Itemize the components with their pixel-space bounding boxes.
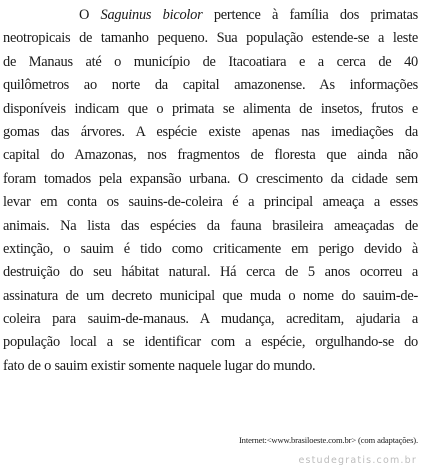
paragraph-line: extinção, o sauim é tido como criticamente em perigo devido à <box>3 240 418 257</box>
paragraph-line: neotropicais de tamanho pequeno. Sua população estende-se a leste <box>3 30 418 47</box>
paragraph-line: foram tomados pela expansão urbana. O crescimento da cidade sem <box>3 170 418 187</box>
site-watermark: estudegratis.com.br <box>298 455 417 466</box>
paragraph-line: destruição do seu hábitat natural. Há cerca de 5 anos ocorreu a <box>3 264 418 281</box>
paragraph-line: fato de o sauim existir somente naquele lugar do mundo. <box>3 357 316 374</box>
paragraph-line: levar em conta os sauins-de-coleira é a principal ameaça a esses <box>3 194 418 211</box>
paragraph-line: população local a se identificar com a espécie, orgulhando-se do <box>3 334 418 351</box>
source-citation: Internet:<www.brasiloeste.com.br> (com adaptações). <box>238 435 418 445</box>
paragraph-line: disponíveis indicam que o primata se alimenta de insetos, frutos e <box>3 100 418 117</box>
line-text: pertence à família dos primatas <box>202 7 418 23</box>
paragraph-line <box>3 4 418 27</box>
paragraph-line: gomas das árvores. A espécie existe apenas nas imediações da <box>3 123 418 140</box>
paragraph-line: coleira para sauim-de-manaus. A mudança, acreditam, ajudaria a <box>3 311 418 328</box>
article-body <box>3 4 418 378</box>
paragraph-line: animais. Na lista das espécies da fauna brasileira ameaçadas de <box>3 217 418 234</box>
paragraph-line: assinatura de um decreto municipal que muda o nome do sauim-de- <box>3 287 418 304</box>
paragraph-line: capital do Amazonas, nos fragmentos de floresta que ainda não <box>3 147 418 164</box>
line-text: O <box>79 7 101 23</box>
paragraph-line: de Manaus até o município de Itacoatiara e a cerca de 40 <box>3 53 418 70</box>
paragraph-line: quilômetros ao norte da capital amazonense. As informações <box>3 77 418 94</box>
species-name: Saguinus bicolor <box>100 7 203 23</box>
